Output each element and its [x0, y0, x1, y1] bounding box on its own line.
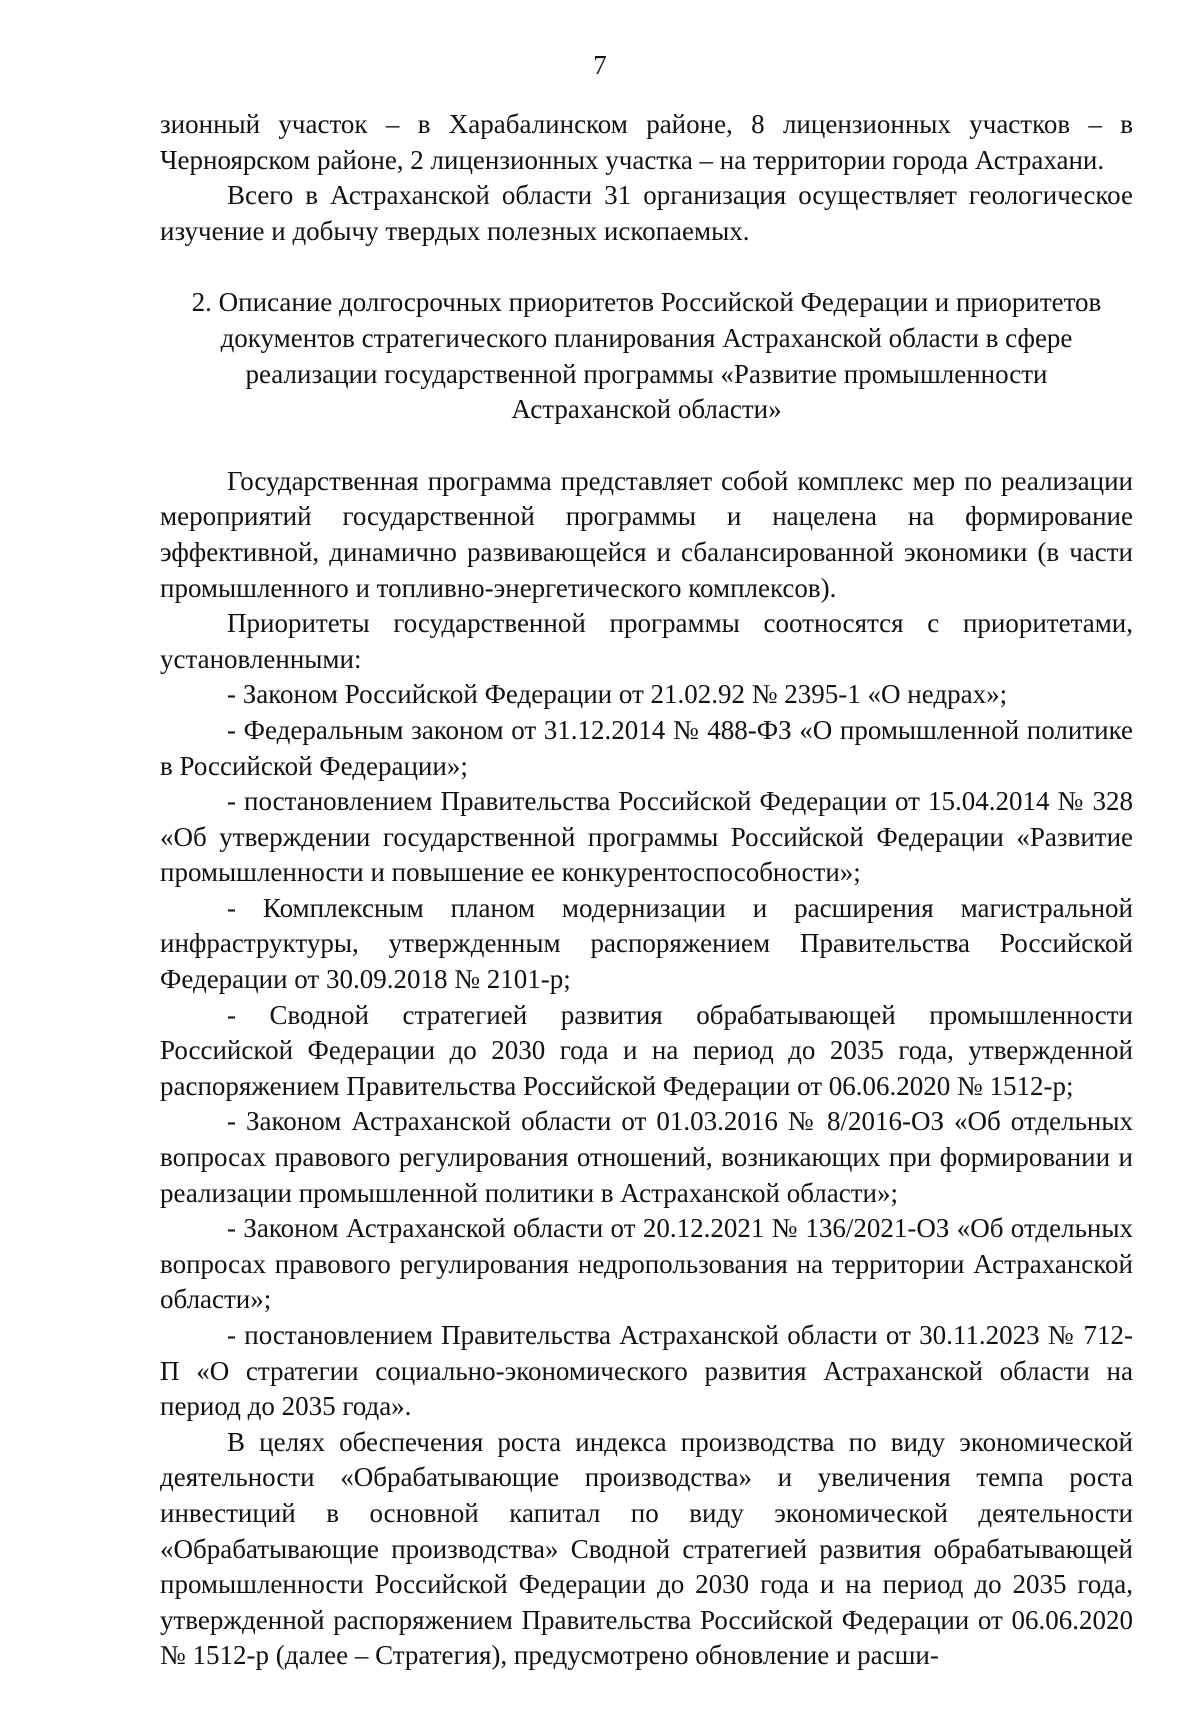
- page-number: 7: [593, 50, 607, 80]
- priority-item: - Законом Российской Федерации от 21.02.92 № 2395-1 «О недрах»;: [227, 679, 1008, 710]
- intro-total-paragraph: Всего в Астраханской области 31 организация осуществляет геологическое изучение и добычу твердых полезных ископаемых.: [160, 180, 1133, 246]
- priority-item: - постановлением Правительства Астраханской области от 30.11.2023 № 712-П «О стратегии социально-экономического развития Астраханской области на период до 2035 года».: [160, 1320, 1133, 1422]
- spacer: [160, 428, 1133, 464]
- intro-continuation-paragraph: зионный участок – в Харабалинском районе, 8 лицензионных участков – в Черноярском районе, 2 лицензионных участка – на территории города Астрахани.: [160, 109, 1133, 175]
- priority-item: - Федеральным законом от 31.12.2014 № 488-ФЗ «О промышленной политике в Российской Федерации»;: [160, 714, 1133, 781]
- program-description-paragraph: Государственная программа представляет собой комплекс мер по реализации мероприятий государственной программы и нацелена на формирование эффективной, динамично развивающейся и сбалансированной экономики (в части промышленного и топливно-энергетического комплексов).: [160, 465, 1133, 603]
- priorities-intro-paragraph: Приоритеты государственной программы соотносятся с приоритетами, установленными:: [160, 608, 1133, 674]
- priority-item: - Законом Астраханской области от 20.12.2021 № 136/2021-ОЗ «Об отдельных вопросах правового регулирования недропользования на территории Астраханской области»;: [160, 1213, 1133, 1315]
- strategy-paragraph: В целях обеспечения роста индекса производства по виду экономической деятельности «Обрабатывающие производства» и увеличения темпа роста инвестиций в основной капитал по виду экономической деятельности «Обрабатывающие производства» Сводной стратегией развития обрабатывающей промышленности Российской Федерации до 2030 года и на период до 2035 года, утвержденной распоряжением Правительства Российской Федерации от 06.06.2020 № 1512-р (далее – Стратегия), предусмотрено обновление и расши-: [160, 1426, 1133, 1671]
- page-content: [160, 107, 1133, 1674]
- spacer: [160, 249, 1133, 285]
- section-heading: 2. Описание долгосрочных приоритетов Российской Федерации и приоритетов документов стратегического планирования Астраханской области в сфере реализации государственной программы «Развитие промышленности Астраханской области»: [191, 287, 1102, 425]
- priority-item: - Законом Астраханской области от 01.03.2016 № 8/2016-ОЗ «Об отдельных вопросах правового регулирования отношений, возникающих при формировании и реализации промышленной политики в Астраханской области»;: [160, 1106, 1133, 1208]
- priority-item: - Комплексным планом модернизации и расширения магистральной инфраструктуры, утвержденным распоряжением Правительства Российской Федерации от 30.09.2018 № 2101-р;: [160, 892, 1133, 995]
- priority-item: - Сводной стратегией развития обрабатывающей промышленности Российской Федерации до 2030 года и на период до 2035 года, утвержденной распоряжением Правительства Российской Федерации от 06.06.2020 № 1512-р;: [160, 999, 1133, 1101]
- priority-item: - постановлением Правительства Российской Федерации от 15.04.2014 № 328 «Об утверждении государственной программы Российской Федерации «Развитие промышленности и повышение ее конкурентоспособности»;: [160, 786, 1133, 888]
